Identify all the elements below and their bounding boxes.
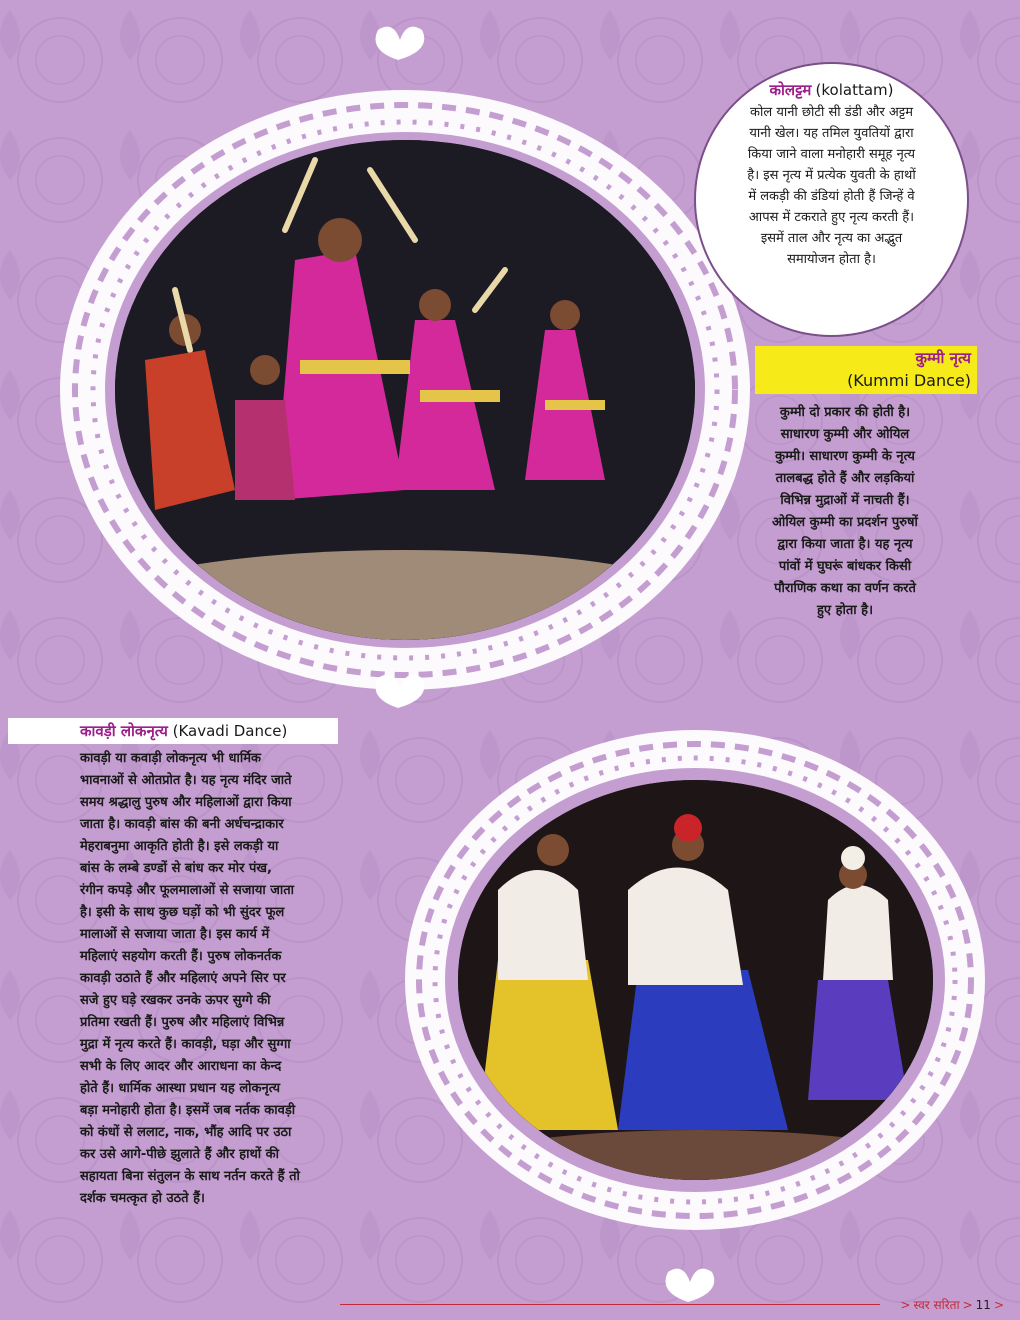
text-line: पांवों में घुघरूं बांधकर किसी: [778, 559, 912, 574]
text-line: ओयिल कुम्मी का प्रदर्शन पुरुषों: [772, 515, 918, 530]
text-line: आपस में टकराते हुए नृत्य करती हैं।: [748, 210, 915, 225]
footer-rule: [340, 1304, 880, 1305]
kummi-heading: [755, 346, 977, 394]
text-line: महिलाएं सहयोग करती हैं। पुरुष लोकनर्तक: [80, 949, 282, 964]
text-line: को कंधों से ललाट, नाक, भौंह आदि पर उठा: [80, 1125, 292, 1140]
page-number: 11: [975, 1297, 991, 1312]
text-line: साधारण कुम्मी और ओयिल: [780, 427, 910, 442]
text-line: समायोजन होता है।: [787, 252, 876, 267]
kolattam-title-en: (kolattam): [815, 81, 894, 99]
kolattam-text: [722, 102, 941, 270]
kavadi-text: [80, 748, 426, 1210]
kavadi-heading: [8, 718, 338, 744]
text-line: कुम्मी दो प्रकार की होती है।: [779, 405, 911, 420]
text-line: कोल यानी छोटी सी डंडी और अट्टम: [750, 105, 913, 120]
text-line: मालाओं से सजाया जाता है। इस कार्य में: [80, 927, 270, 942]
text-line: है। इस नृत्य में प्रत्येक युवती के हाथों: [747, 168, 916, 183]
kummi-text: [712, 402, 978, 622]
text-line: पौराणिक कथा का वर्णन करते: [774, 581, 916, 596]
text-line: रंगीन कपड़े और फूलमालाओं से सजाया जाता: [80, 883, 295, 898]
footer-arrow: >: [900, 1297, 911, 1312]
text-line: इसमें ताल और नृत्य का अद्भुत: [760, 231, 903, 246]
text-line: कावड़ी उठाते हैं और महिलाएं अपने सिर पर: [80, 971, 286, 986]
text-line: तालबद्ध होते हैं और लड़कियां: [775, 471, 915, 486]
kummi-title-hi: कुम्मी नृत्य: [915, 349, 971, 367]
text-line: विभिन्न मुद्राओं में नाचती हैं।: [780, 493, 910, 508]
text-line: यानी खेल। यह तमिल युवतियों द्वारा: [749, 126, 914, 141]
text-line: समय श्रद्धालु पुरुष और महिलाओं द्वारा किया: [80, 795, 292, 810]
kummi-title-en: (Kummi Dance): [847, 371, 971, 390]
text-line: कर उसे आगे-पीछे झुलाते हैं और हाथों की: [80, 1147, 279, 1162]
text-line: में लकड़ी की डंडियां होती हैं जिन्हें वे: [748, 189, 915, 204]
page-footer: [900, 1296, 1004, 1313]
text-line: प्रतिमा रखती हैं। पुरुष और महिलाएं विभिन्न: [80, 1015, 285, 1030]
text-line: किया जाने वाला मनोहारी समूह नृत्य: [747, 147, 916, 162]
text-line: द्वारा किया जाता है। यह नृत्य: [777, 537, 913, 552]
kavadi-title-en: (Kavadi Dance): [172, 722, 288, 740]
text-line: कावड़ी या कवाड़ी लोकनृत्य भी धार्मिक: [80, 751, 262, 766]
kolattam-photo: [115, 140, 695, 640]
text-line: जाता है। कावड़ी बांस की बनी अर्धचन्द्राकार: [80, 817, 284, 832]
text-line: होते हैं। धार्मिक आस्था प्रधान यह लोकनृत्य: [80, 1081, 281, 1096]
kolattam-callout: [694, 62, 969, 337]
text-line: भावनाओं से ओतप्रोत है। यह नृत्य मंदिर जाते: [80, 773, 292, 788]
text-line: मुद्रा में नृत्य करते हैं। कावड़ी, घड़ा और सुग्गा: [80, 1037, 291, 1052]
text-line: हुए होता है।: [816, 603, 874, 618]
kolattam-title-hi: कोलट्टम: [769, 81, 812, 99]
text-line: सजे हुए घड़े रखकर उनके ऊपर सुग्गे की: [80, 993, 271, 1008]
kavadi-photo: [458, 780, 933, 1180]
footer-arrow: >: [993, 1297, 1004, 1312]
magazine-name: स्वर सरिता: [913, 1298, 960, 1312]
text-line: दर्शक चमत्कृत हो उठते हैं।: [80, 1191, 205, 1206]
text-line: सहायता बिना संतुलन के साथ नर्तन करते हैं तो: [80, 1169, 300, 1184]
text-line: है। इसी के साथ कुछ घड़ों को भी सुंदर फूल: [80, 905, 285, 920]
text-line: बड़ा मनोहारी होता है। इसमें जब नर्तक कावड़ी: [80, 1103, 296, 1118]
kavadi-title-hi: कावड़ी लोकनृत्य: [80, 722, 168, 740]
text-line: मेहराबनुमा आकृति होती है। इसे लकड़ी या: [80, 839, 279, 854]
text-line: सभी के लिए आदर और आराधना का केन्द: [80, 1059, 282, 1074]
footer-arrow: >: [962, 1297, 973, 1312]
text-line: बांस के लम्बे डण्डों से बांध कर मोर पंख,: [80, 861, 272, 876]
text-line: कुम्मी। साधारण कुम्मी के नृत्य: [775, 449, 915, 464]
